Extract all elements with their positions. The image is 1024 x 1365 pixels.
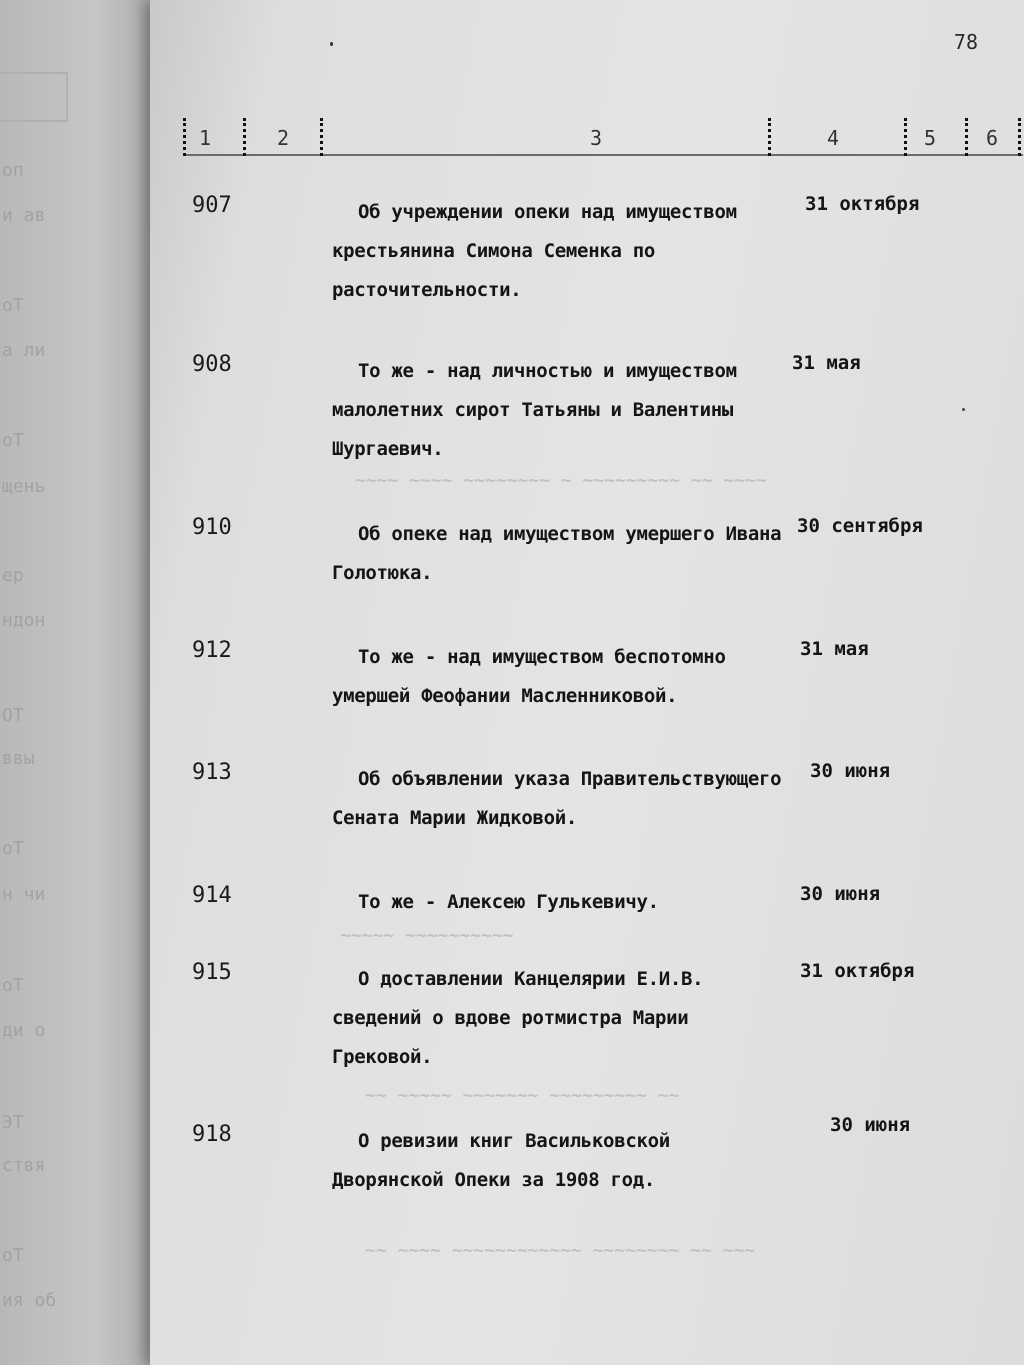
bleed-mark: оп [2, 160, 24, 181]
column-label-4: 4 [827, 126, 840, 150]
entry-date: 31 мая [792, 352, 861, 374]
entry-date: 30 сентября [797, 515, 923, 537]
bleed-mark: оТ [2, 295, 24, 316]
column-header-row [183, 118, 1023, 156]
column-separator [768, 118, 774, 156]
bleed-mark: ндон [2, 610, 46, 631]
entry-number: 912 [192, 638, 232, 663]
bleed-mark: оТ [2, 430, 24, 451]
entry-date: 31 октября [805, 193, 920, 215]
entry-number: 907 [192, 193, 232, 218]
column-label-6: 6 [986, 126, 999, 150]
ink-speck [962, 408, 965, 411]
entry-number: 914 [192, 883, 232, 908]
column-label-2: 2 [277, 126, 290, 150]
entry-title: Об учреждении опеки над имуществом крестьянина Симона Семенка по расточительности. [332, 201, 737, 301]
bleed-mark: оТ [2, 1245, 24, 1266]
entry-title: То же - над личностью и имуществом малолетних сирот Татьяны и Валентины Шургаевич. [332, 360, 737, 460]
previous-page-box [0, 72, 68, 122]
column-separator [1018, 118, 1024, 156]
entry-number: 913 [192, 760, 232, 785]
bleed-mark: оТ [2, 975, 24, 996]
bleed-mark: ер [2, 565, 24, 586]
column-separator [320, 118, 326, 156]
entry-title: Об опеке над имуществом умершего Ивана Голотюка. [332, 523, 782, 584]
entry-date: 30 июня [810, 760, 891, 782]
entry-title: О ревизии книг Васильковской Дворянской Опеки за 1908 год. [332, 1130, 670, 1191]
document-page [150, 0, 1024, 1365]
page-number: 78 [953, 30, 978, 54]
entry-date: 30 июня [800, 883, 881, 905]
column-label-5: 5 [924, 126, 937, 150]
bleed-mark: щень [2, 476, 46, 497]
column-separator [183, 118, 189, 156]
column-label-1: 1 [199, 126, 212, 150]
entry-title: О доставлении Канцелярии Е.И.В. сведений о вдове ротмистра Марии Грековой. [332, 968, 704, 1068]
bleed-through-text: ~~ ~~~~~ ~~~~~~~ ~~~~~~~~~ ~~ [365, 1085, 680, 1106]
entry-title: То же - над имуществом беспотомно умершей Феофании Масленниковой. [332, 646, 726, 707]
bleed-mark: н чи [2, 884, 46, 905]
entry-title: Об объявлении указа Правительствующего Сената Марии Жидковой. [332, 768, 782, 829]
entry-number: 910 [192, 515, 232, 540]
bleed-mark: ствя [2, 1155, 46, 1176]
column-label-3: 3 [590, 126, 603, 150]
entry-title: То же - Алексею Гулькевичу. [358, 891, 659, 913]
column-separator [243, 118, 249, 156]
bleed-through-text: ~~ ~~~~ ~~~~~~~~~~~~ ~~~~~~~~ ~~ ~~~ [365, 1240, 756, 1261]
ink-speck [330, 42, 333, 46]
column-separator [965, 118, 971, 156]
bleed-through-text: ~~~~ ~~~~ ~~~~~~~~ ~ ~~~~~~~~~ ~~ ~~~~ [355, 470, 767, 491]
bleed-through-text: ~~~~~ ~~~~~~~~~~ [340, 925, 514, 946]
bleed-mark: а ли [2, 340, 46, 361]
column-separator [904, 118, 910, 156]
bleed-mark: ЭТ [2, 1112, 24, 1133]
bleed-mark: ия об [2, 1290, 57, 1311]
bleed-mark: ввы [2, 748, 35, 769]
entry-number: 908 [192, 352, 232, 377]
entry-date: 31 мая [800, 638, 869, 660]
bleed-mark: ди о [2, 1020, 46, 1041]
entry-number: 918 [192, 1122, 232, 1147]
entry-number: 915 [192, 960, 232, 985]
entry-date: 30 июня [830, 1114, 911, 1136]
bleed-mark: ОТ [2, 705, 24, 726]
previous-page-edge [0, 0, 160, 1365]
bleed-mark: и ав [2, 205, 46, 226]
bleed-mark: оТ [2, 838, 24, 859]
entry-date: 31 октября [800, 960, 915, 982]
